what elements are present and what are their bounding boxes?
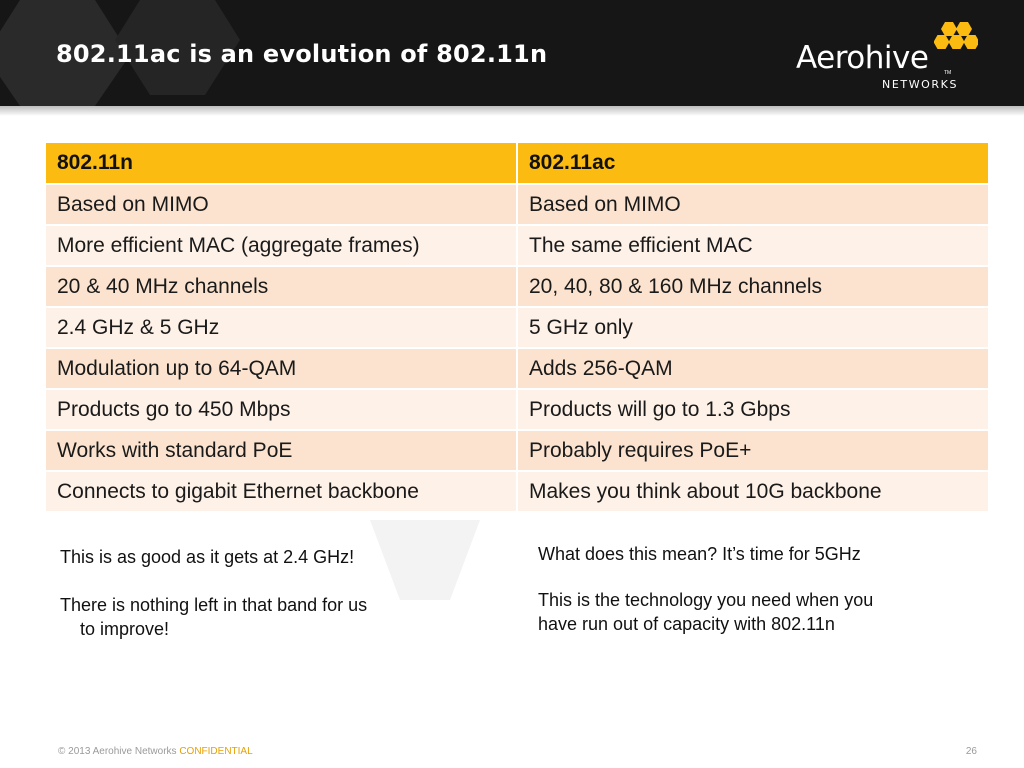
logo-subtitle: NETWORKS [882, 78, 959, 91]
comparison-table [46, 143, 990, 513]
table-cell: Connects to gigabit Ethernet backbone [46, 471, 517, 512]
confidential-label: CONFIDENTIAL [179, 746, 253, 757]
table-cell: Modulation up to 64-QAM [46, 348, 517, 389]
logo-trademark: TM [944, 70, 952, 76]
table-row [46, 266, 989, 307]
table-row [46, 389, 989, 430]
table-header-row [46, 143, 989, 184]
table-row [46, 225, 989, 266]
note-right-line: have run out of capacity with 802.11n [538, 614, 835, 634]
table-cell: Makes you think about 10G backbone [517, 471, 989, 512]
page-number: 26 [965, 746, 977, 757]
table-cell: Works with standard PoE [46, 430, 517, 471]
table-cell: More efficient MAC (aggregate frames) [46, 225, 517, 266]
note-right-line: What does this mean? It’s time for 5GHz [538, 544, 861, 564]
table-row [46, 184, 989, 225]
table-cell: Probably requires PoE+ [517, 430, 989, 471]
table-cell: Products will go to 1.3 Gbps [517, 389, 989, 430]
table-cell: Products go to 450 Mbps [46, 389, 517, 430]
note-left [60, 545, 480, 641]
table-cell: Based on MIMO [517, 184, 989, 225]
aerohive-logo [794, 20, 984, 100]
table-cell: Based on MIMO [46, 184, 517, 225]
logo-wordmark: Aerohive [796, 40, 929, 76]
table-cell: 2.4 GHz & 5 GHz [46, 307, 517, 348]
header-bar [0, 0, 1024, 106]
note-left-line: This is as good as it gets at 2.4 GHz! [60, 547, 355, 567]
note-right-line: This is the technology you need when you [538, 590, 874, 610]
table-row [46, 471, 989, 512]
honeycomb-icon [934, 20, 978, 60]
footer-copyright [58, 746, 253, 757]
note-left-line: to improve! [80, 619, 170, 639]
table-cell: The same efficient MAC [517, 225, 989, 266]
header-shadow [0, 106, 1024, 116]
column-header-80211n: 802.11n [46, 143, 517, 184]
note-left-line: There is nothing left in that band for us [60, 595, 368, 615]
table-cell: 5 GHz only [517, 307, 989, 348]
table-row [46, 307, 989, 348]
table-cell: 20 & 40 MHz channels [46, 266, 517, 307]
table-cell: Adds 256-QAM [517, 348, 989, 389]
table-row [46, 430, 989, 471]
table-row [46, 348, 989, 389]
column-header-80211ac: 802.11ac [517, 143, 989, 184]
table-cell: 20, 40, 80 & 160 MHz channels [517, 266, 989, 307]
note-right [538, 542, 978, 636]
copyright-text: © 2013 Aerohive Networks [58, 746, 180, 757]
slide-title: 802.11ac is an evolution of 802.11n [56, 40, 548, 68]
